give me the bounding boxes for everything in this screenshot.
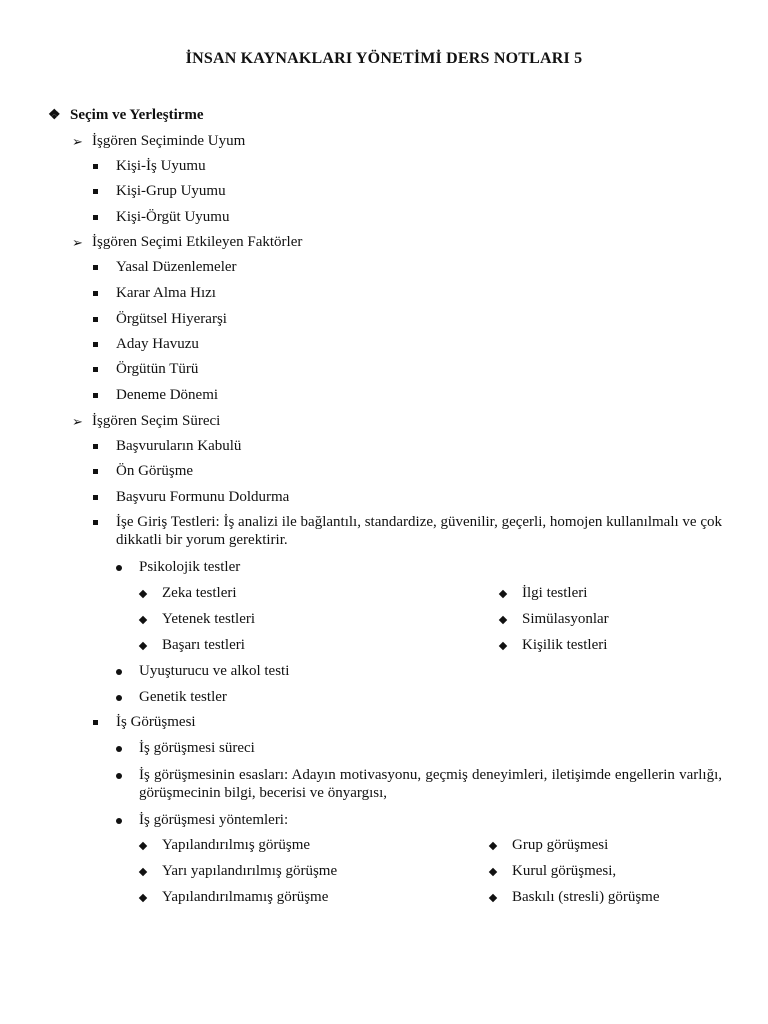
square-bullet-icon	[93, 342, 98, 347]
round-bullet-icon	[116, 773, 122, 779]
diamond-bullet-icon	[489, 842, 497, 850]
arrow-icon: ➢	[72, 414, 83, 429]
square-bullet-icon	[93, 444, 98, 449]
round-bullet-icon	[116, 746, 122, 752]
square-bullet-icon	[93, 164, 98, 169]
square-bullet-icon	[93, 720, 98, 725]
four-diamond-icon: ❖	[48, 108, 61, 123]
diamond-bullet-icon	[489, 868, 497, 876]
page-title: İNSAN KAYNAKLARI YÖNETİMİ DERS NOTLARI 5	[185, 50, 583, 67]
diamond-bullet-icon	[499, 642, 507, 650]
round-bullet-icon	[116, 695, 122, 701]
square-bullet-icon	[93, 469, 98, 474]
diamond-bullet-icon	[499, 590, 507, 598]
diamond-bullet-icon	[499, 616, 507, 624]
square-bullet-icon	[93, 265, 98, 270]
square-bullet-icon	[93, 393, 98, 398]
interview-basis-paragraph: İş görüşmesinin esasları: Adayın motivasyonu, geçmiş deneyimleri, iletişimde engellerin varlığı, görüşmecinin bilgi, becerisi ve önyargısı,	[139, 767, 722, 801]
diamond-bullet-icon	[139, 616, 147, 624]
diamond-bullet-icon	[139, 842, 147, 850]
diamond-bullet-icon	[139, 894, 147, 902]
round-bullet-icon	[116, 565, 122, 571]
diamond-bullet-icon	[139, 590, 147, 598]
diamond-bullet-icon	[139, 642, 147, 650]
round-bullet-icon	[116, 818, 122, 824]
square-bullet-icon	[93, 215, 98, 220]
square-bullet-icon	[93, 291, 98, 296]
diamond-bullet-icon	[489, 894, 497, 902]
round-bullet-icon	[116, 669, 122, 675]
square-bullet-icon	[93, 189, 98, 194]
square-bullet-icon	[93, 317, 98, 322]
square-bullet-icon	[93, 495, 98, 500]
tests-paragraph: İşe Giriş Testleri: İş analizi ile bağlantılı, standardize, güvenilir, geçerli, homojen kullanılmalı ve çok dikkatli bir yorum gerektirir.	[116, 514, 722, 548]
diamond-bullet-icon	[139, 868, 147, 876]
square-bullet-icon	[93, 520, 98, 525]
arrow-icon: ➢	[72, 134, 83, 149]
arrow-icon: ➢	[72, 235, 83, 250]
square-bullet-icon	[93, 367, 98, 372]
